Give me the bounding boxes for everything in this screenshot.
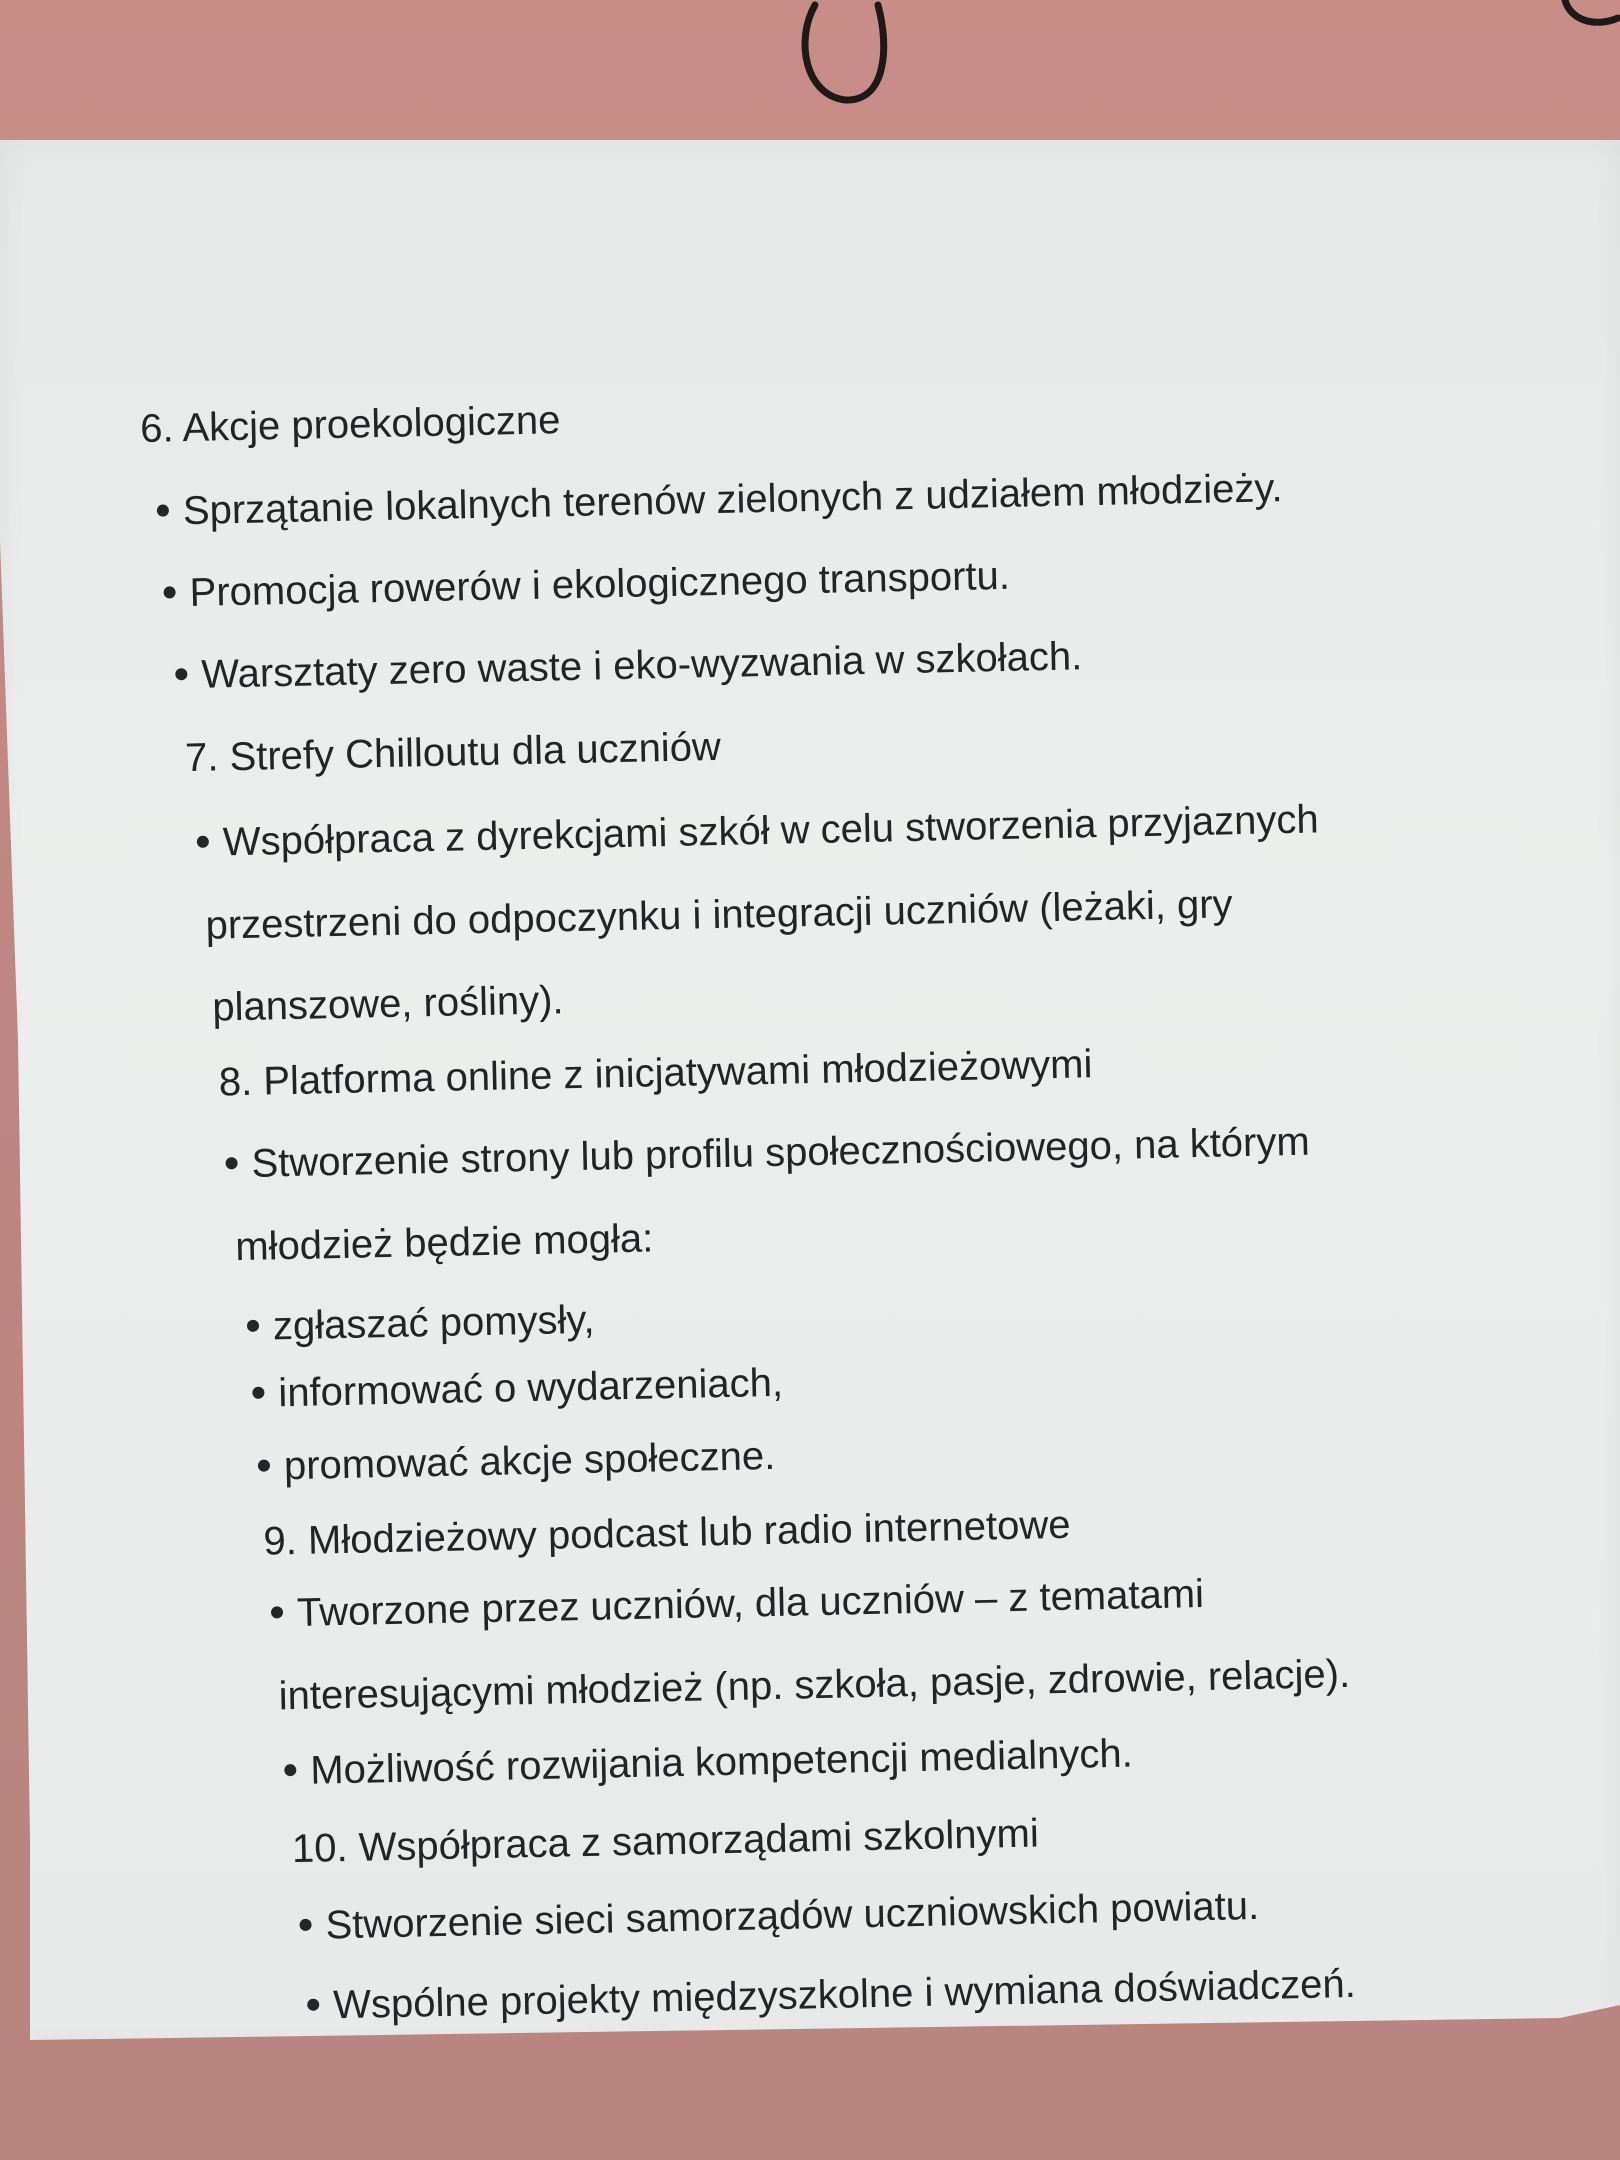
- bullet-icon: [157, 505, 169, 517]
- list-item: Stworzenie sieci samorządów uczniowskich powiatu.: [299, 1882, 1260, 1950]
- section-heading-8: 8. Platforma online z inicjatywami młodzieżowymi: [218, 1042, 1093, 1105]
- bullet-icon: [197, 836, 209, 848]
- list-item-continuation: młodzież będzie mogła:: [234, 1216, 654, 1270]
- bullet-icon: [307, 1999, 319, 2011]
- bullet-icon: [247, 1320, 259, 1332]
- list-item: Wspólne projekty międzyszkolne i wymiana doświadczeń.: [307, 1960, 1356, 2030]
- list-item: Współpraca z dyrekcjami szkół w celu stworzenia przyjaznych: [196, 795, 1319, 866]
- list-item: Możliwość rozwijania kompetencji medialnych.: [284, 1730, 1133, 1796]
- bullet-icon: [284, 1764, 296, 1776]
- list-item: promować akcje społeczne.: [257, 1432, 775, 1491]
- list-item-continuation: przestrzeni do odpoczynku i integracji uczniów (leżaki, gry: [205, 882, 1233, 948]
- list-item: Stworzenie strony lub profilu społecznościowego, na którym: [225, 1118, 1310, 1189]
- bullet-icon: [164, 587, 176, 599]
- bullet-icon: [225, 1158, 237, 1170]
- section-heading-6: 6. Akcje proekologiczne: [139, 398, 561, 451]
- bullet-icon: [299, 1919, 311, 1931]
- list-item: Sprzątanie lokalnych terenów zielonych z udziałem młodzieży.: [156, 464, 1283, 536]
- list-item: Tworzone przez uczniów, dla uczniów – z tematami: [271, 1570, 1205, 1638]
- bullet-icon: [258, 1460, 270, 1472]
- list-item: zgłaszać pomysły,: [247, 1296, 596, 1351]
- section-heading-7: 7. Strefy Chilloutu dla uczniów: [184, 724, 722, 781]
- section-heading-9: 9. Młodzieżowy podcast lub radio internetowe: [263, 1502, 1071, 1564]
- bullet-icon: [252, 1387, 264, 1399]
- section-heading-10: 10. Współpraca z samorządami szkolnymi: [291, 1811, 1040, 1872]
- bullet-icon: [271, 1607, 283, 1619]
- list-item-continuation: planszowe, rośliny).: [211, 978, 564, 1030]
- list-item: Promocja rowerów i ekologicznego transportu.: [163, 552, 1010, 618]
- list-item: informować o wydarzeniach,: [252, 1359, 784, 1418]
- bullet-icon: [175, 669, 187, 681]
- list-item-continuation: interesującymi młodzież (np. szkoła, pasje, zdrowie, relacje).: [278, 1651, 1351, 1719]
- list-item: Warsztaty zero waste i eko-wyzwania w szkołach.: [175, 632, 1083, 699]
